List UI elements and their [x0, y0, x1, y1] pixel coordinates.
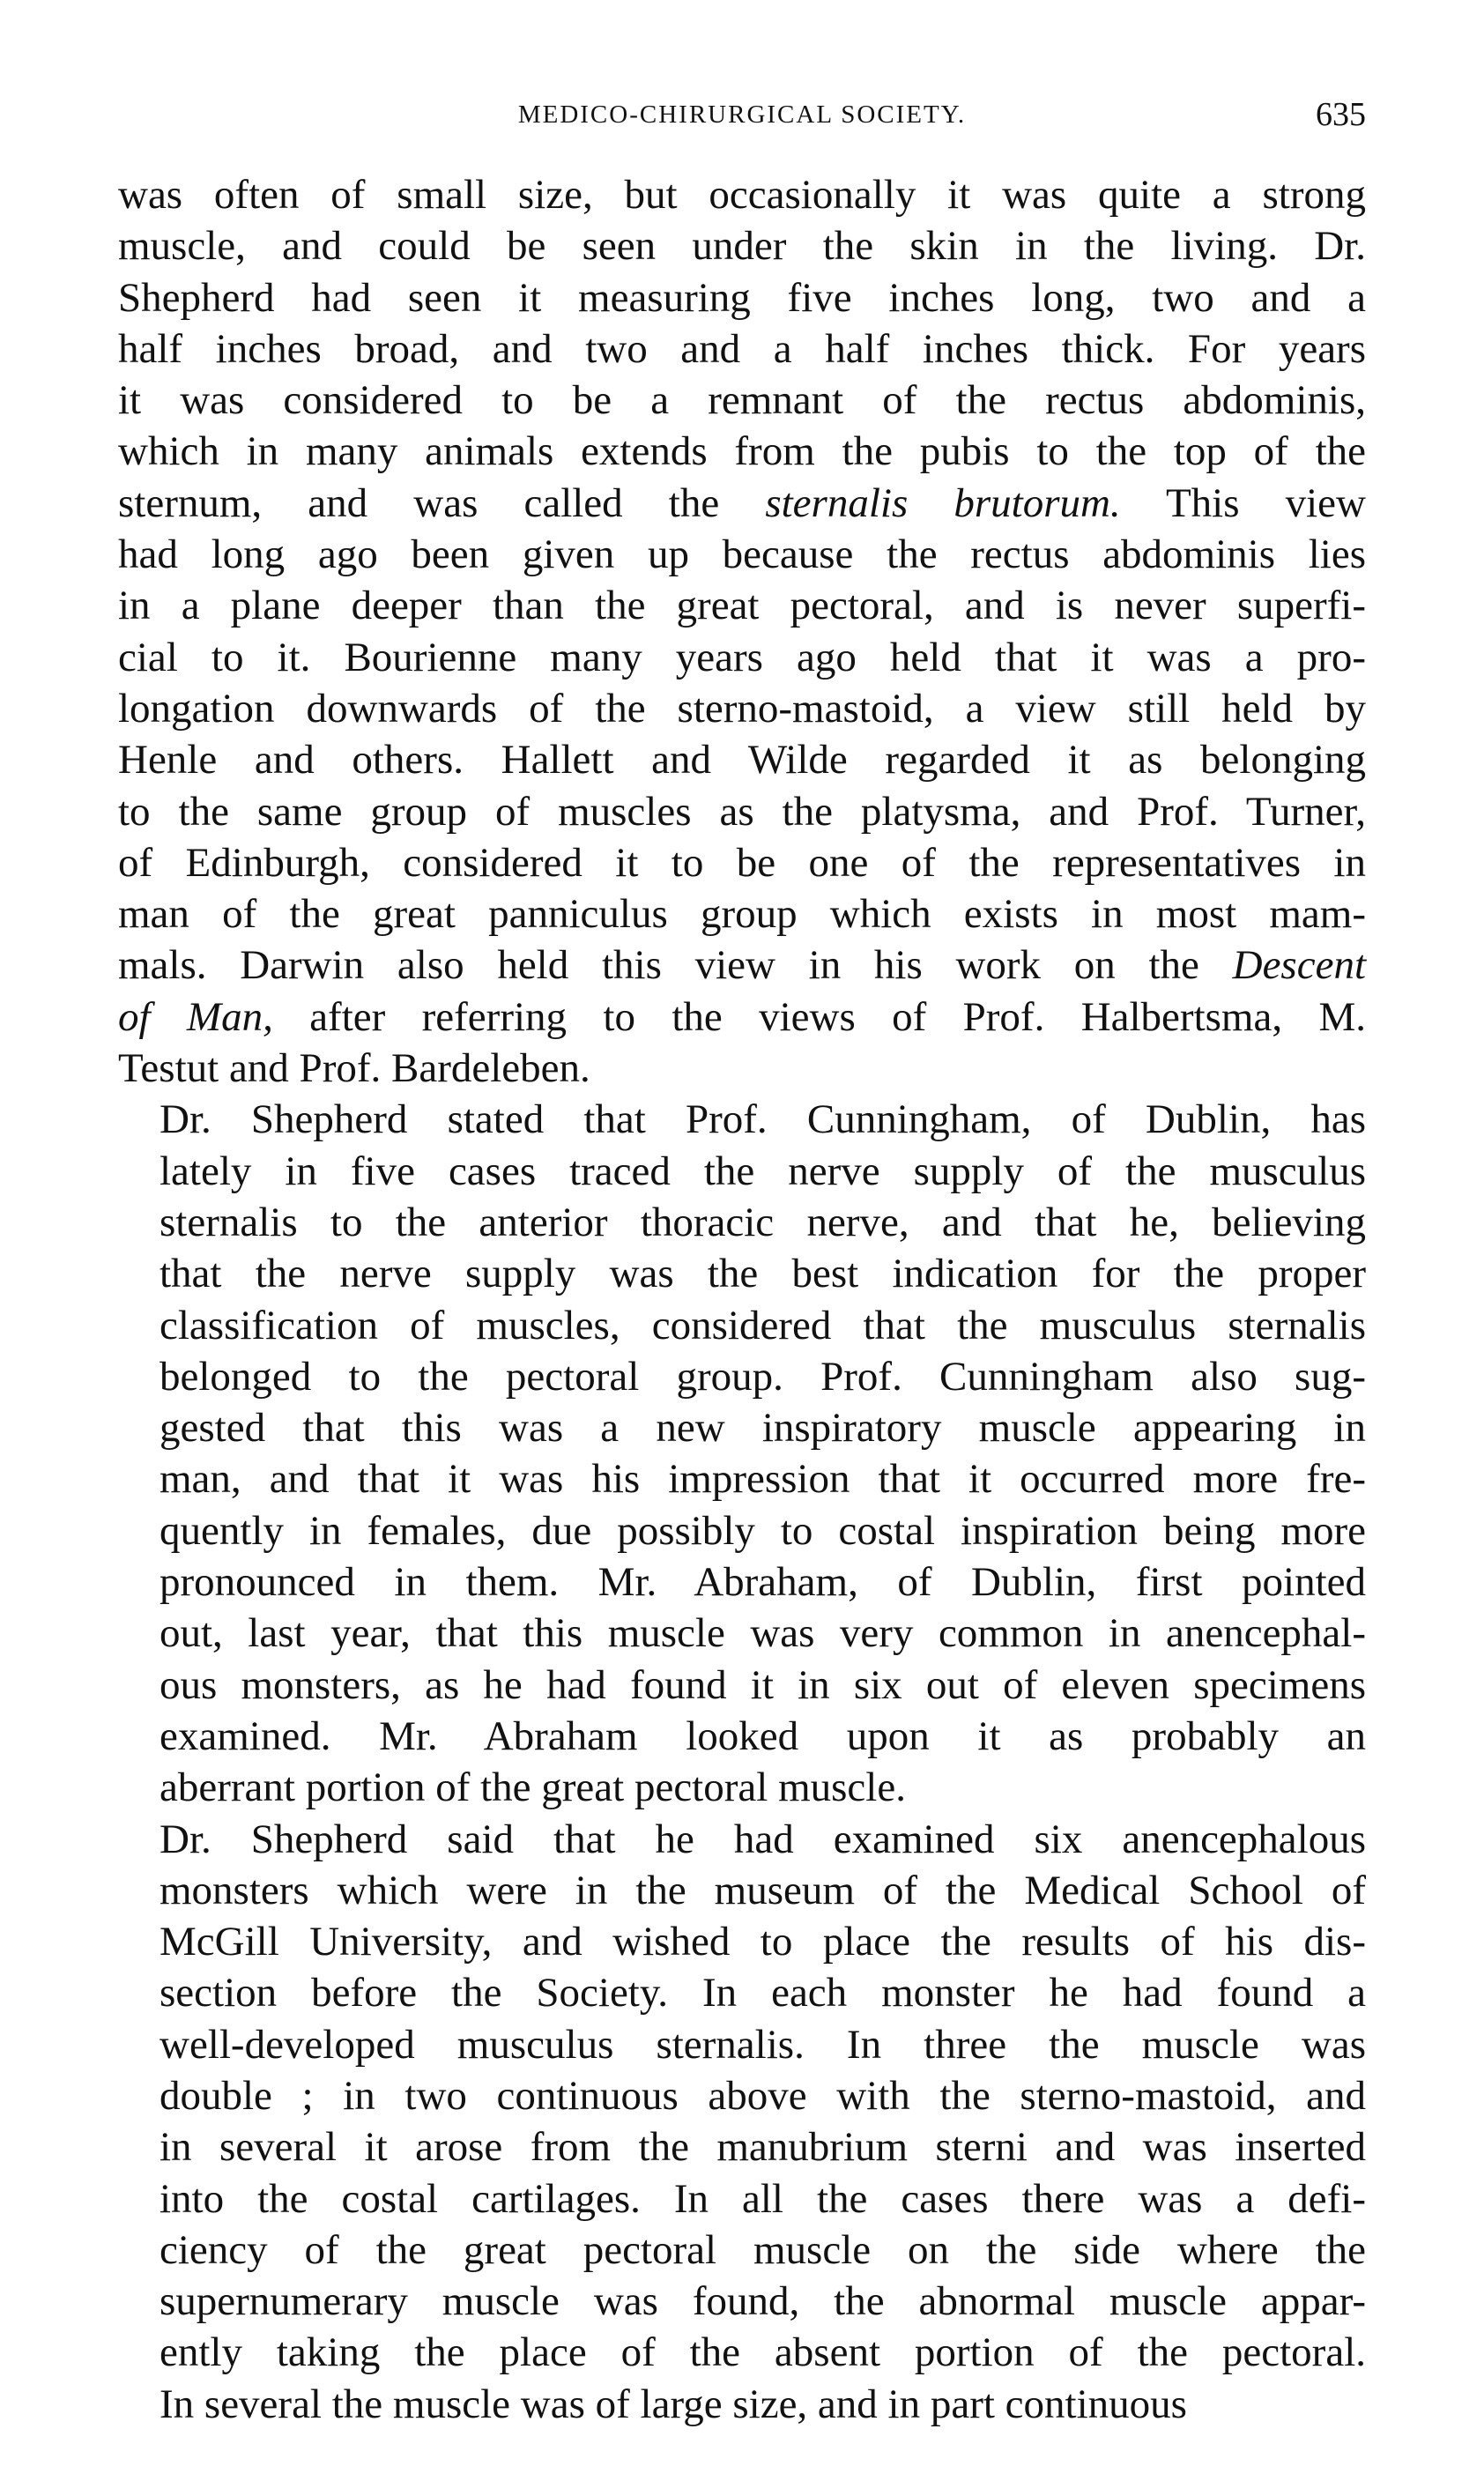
text-line: was often of small size, but occasionally it was quite a strong [118, 172, 1366, 218]
paragraph-3 [118, 1814, 1366, 2431]
italic-text: of Man, [118, 993, 273, 1040]
text-line: quently in females, due possibly to costal inspiration being more [160, 1507, 1366, 1554]
text-line: Testut and Prof. Bardeleben. [118, 1045, 590, 1092]
body-text [118, 169, 1366, 2430]
text-line: it was considered to be a remnant of the rectus abdominis, [118, 377, 1366, 424]
text-line: Dr. Shepherd stated that Prof. Cunningham, of Dublin, has [160, 1096, 1366, 1143]
text-line: well-developed musculus sternalis. In three the muscle was [160, 2021, 1366, 2068]
text-line: ciency of the great pectoral muscle on the side where the [160, 2226, 1366, 2273]
text-line: monsters which were in the museum of the Medical School of [160, 1867, 1366, 1913]
text-line: out, last year, that this muscle was very common in anencephal- [160, 1610, 1366, 1657]
text-line: in a plane deeper than the great pectoral, and is never superfi- [118, 583, 1366, 629]
text-line: ous monsters, as he had found it in six out of eleven specimens [160, 1661, 1366, 1708]
text-line: of Man, after referring to the views of Prof. Halbertsma, M. [118, 993, 1366, 1040]
text-line: muscle, and could be seen under the skin in the living. Dr. [118, 223, 1366, 270]
text-line: supernumerary muscle was found, the abnormal muscle appar- [160, 2278, 1366, 2325]
text-line: man of the great panniculus group which exists in most mam- [118, 891, 1366, 938]
text-line: sternum, and was called the sternalis brutorum. This view [118, 479, 1366, 526]
running-head: MEDICO-CHIRURGICAL SOCIETY. [517, 100, 967, 129]
text-line: lately in five cases traced the nerve supply of the musculus [160, 1148, 1366, 1194]
text-line: double ; in two continuous above with the sterno-mastoid, and [160, 2072, 1366, 2119]
text-line: belonged to the pectoral group. Prof. Cunningham also sug- [160, 1353, 1366, 1400]
page-number: 635 [1316, 96, 1366, 133]
text-line: half inches broad, and two and a half inches thick. For years [118, 325, 1366, 372]
text-line: examined. Mr. Abraham looked upon it as probably an [160, 1712, 1366, 1759]
italic-text: sternalis brutorum. [765, 479, 1121, 526]
text-line: pronounced in them. Mr. Abraham, of Dublin, first pointed [160, 1559, 1366, 1606]
text-line: McGill University, and wished to place the results of his dis- [160, 1919, 1366, 1965]
text-line: that the nerve supply was the best indication for the proper [160, 1251, 1366, 1297]
text-line: of Edinburgh, considered it to be one of the representatives in [118, 839, 1366, 886]
text-line: aberrant portion of the great pectoral muscle. [160, 1764, 906, 1811]
paragraph-2 [118, 1094, 1366, 1813]
text-line: man, and that it was his impression that it occurred more fre- [160, 1456, 1366, 1503]
text-line: Shepherd had seen it measuring five inches long, two and a [118, 274, 1366, 321]
text-line: sternalis to the anterior thoracic nerve, and that he, believing [160, 1199, 1366, 1245]
text-line: Dr. Shepherd said that he had examined six anencephalous [160, 1816, 1366, 1862]
text-line: which in many animals extends from the pubis to the top of the [118, 428, 1366, 475]
text-line: ently taking the place of the absent portion of the pectoral. [160, 2329, 1366, 2376]
text-line: classification of muscles, considered that the musculus sternalis [160, 1302, 1366, 1348]
italic-text: Descent [1232, 942, 1366, 989]
text-line: to the same group of muscles as the platysma, and Prof. Turner, [118, 788, 1366, 835]
text-line: In several the muscle was of large size, and in part continuous [160, 2381, 1187, 2427]
text-line: mals. Darwin also held this view in his work on the Descent [118, 942, 1366, 989]
paragraph-1 [118, 169, 1366, 1094]
text-line: cial to it. Bourienne many years ago held that it was a pro- [118, 634, 1366, 680]
text-line: longation downwards of the sterno-mastoid, a view still held by [118, 685, 1366, 732]
text-line: section before the Society. In each monster he had found a [160, 1970, 1366, 2017]
text-line: gested that this was a new inspiratory muscle appearing in [160, 1405, 1366, 1452]
page-header [118, 88, 1366, 141]
text-line: in several it arose from the manubrium sterni and was inserted [160, 2124, 1366, 2171]
text-line: had long ago been given up because the rectus abdominis lies [118, 531, 1366, 578]
text-line: Henle and others. Hallett and Wilde regarded it as belonging [118, 737, 1366, 784]
text-line: into the costal cartilages. In all the cases there was a defi- [160, 2175, 1366, 2222]
